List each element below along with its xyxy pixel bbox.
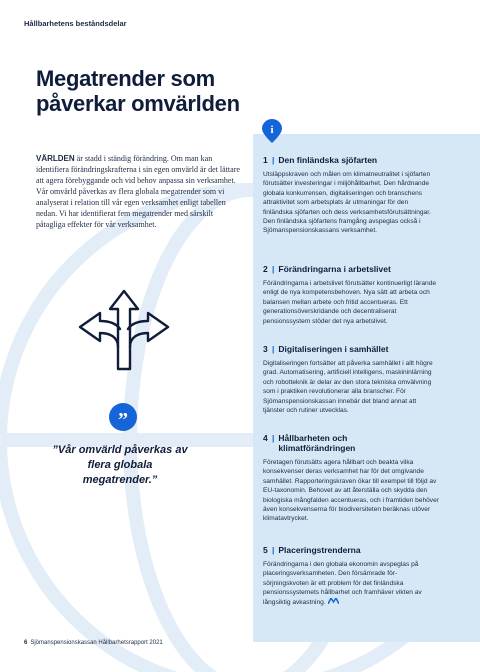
intro-paragraph bbox=[36, 153, 244, 230]
pull-quote: ”Vår omvärld påverkas av flera globala megatrender.” bbox=[52, 444, 188, 486]
topic-4 bbox=[263, 433, 439, 524]
topic-2 bbox=[263, 264, 439, 326]
topic-heading: 2 | Förändringarna i arbetslivet bbox=[263, 264, 391, 274]
intro-text: är stadd i ständig förändring. Om man kan identifiera förändringskrafterna i sin egen omvärld är det lättare att agera förebyggande och vid behov anpassa sin verksamhet. Vår omvärld påverkas av flera globala megatrender som vi analyserat i relation till vår egen verksamhet enligt tabellen nedan. Vi har identifierat fem megatrender med särskilt påtagliga effekter för vår verksamhet. bbox=[36, 154, 240, 229]
brand-mark-icon bbox=[328, 598, 339, 604]
page-number: 6 bbox=[24, 640, 28, 646]
topic-body: Företagen förutsätts agera hållbart och beakta vilka konsekvenser deras verksamhet har för det omgivande samhället. Rapporteringskraven ökar till exempel till följd av EU-taxonomin. Behovet av att återställa och skydda den biologiska mångfalden accentueras, och i framtiden behöver även konsekvenserna för biodiversiteten beräknas utöver klimatavtrycket. bbox=[263, 459, 439, 523]
diverging-arrows-icon bbox=[74, 283, 174, 371]
topic-heading: 3 | Digitaliseringen i samhället bbox=[263, 344, 389, 354]
info-icon bbox=[262, 119, 282, 143]
topic-body: Utsläppskraven och målen om klimatneutralitet i sjöfarten förutsätter investeringar i miljöhållbarhet. Den hårdnande globala konkurrensen, digitaliseringen och branschens attraktivitet som arbetsplats är utmaningar för den finländska sjöfarten och dess verksamhetsförutsättningar. Den finländska sjöfartens framgång avspeglas också i Sjömanspensionskassans verksamhet. bbox=[263, 171, 431, 235]
intro-lead-word: VÄRLDEN bbox=[36, 154, 75, 163]
topic-heading: 4 | Hållbarheten och klimatförändringen bbox=[263, 433, 356, 453]
topic-body: Digitaliseringen fortsätter att påverka samhället i allt högre grad. Automatisering, artificiell intelligens, maskininlärning och robotteknik är delar av den stora tekniska omvälvning som i praktiken revolutionerar alla branscher. För Sjömanspensionskassan innebär det bland annat att tjänster och rutiner utvecklas. bbox=[263, 360, 433, 415]
quote-mark-icon: ” bbox=[109, 403, 137, 431]
topic-body: Förändringarna i den globala ekonomin avspeglas på placeringsverksamheten. Den försämrade försörjningskvoten är ett problem för det finländska pensionssystemets hållbarhet och framhäver vikten av långsiktig avkastning. bbox=[263, 561, 422, 606]
page-title: Megatrender som påverkar omvärlden bbox=[36, 66, 240, 116]
footer-text: Sjömanspensionskassan Hållbarhetsrapport 2021 bbox=[30, 640, 163, 646]
topic-1 bbox=[263, 155, 439, 236]
topic-heading: 5 | Placeringstrenderna bbox=[263, 545, 361, 555]
section-header: Hållbarhetens beståndsdelar bbox=[24, 19, 127, 28]
topic-body: Förändringarna i arbetslivet förutsätter kontinuerligt lärande enligt de nya kompetensbehoven. Nya sätt att arbeta och balansen mellan arbete och fritid accentueras. Ett generationsöverskridande och decentraliserat pensionssystem stöder det nya arbetslivet. bbox=[263, 280, 436, 325]
page-footer bbox=[24, 640, 163, 646]
svg-text:i: i bbox=[270, 124, 274, 136]
topic-3 bbox=[263, 344, 439, 415]
topic-heading: 1 | Den finländska sjöfarten bbox=[263, 155, 378, 165]
topic-5 bbox=[263, 545, 439, 607]
